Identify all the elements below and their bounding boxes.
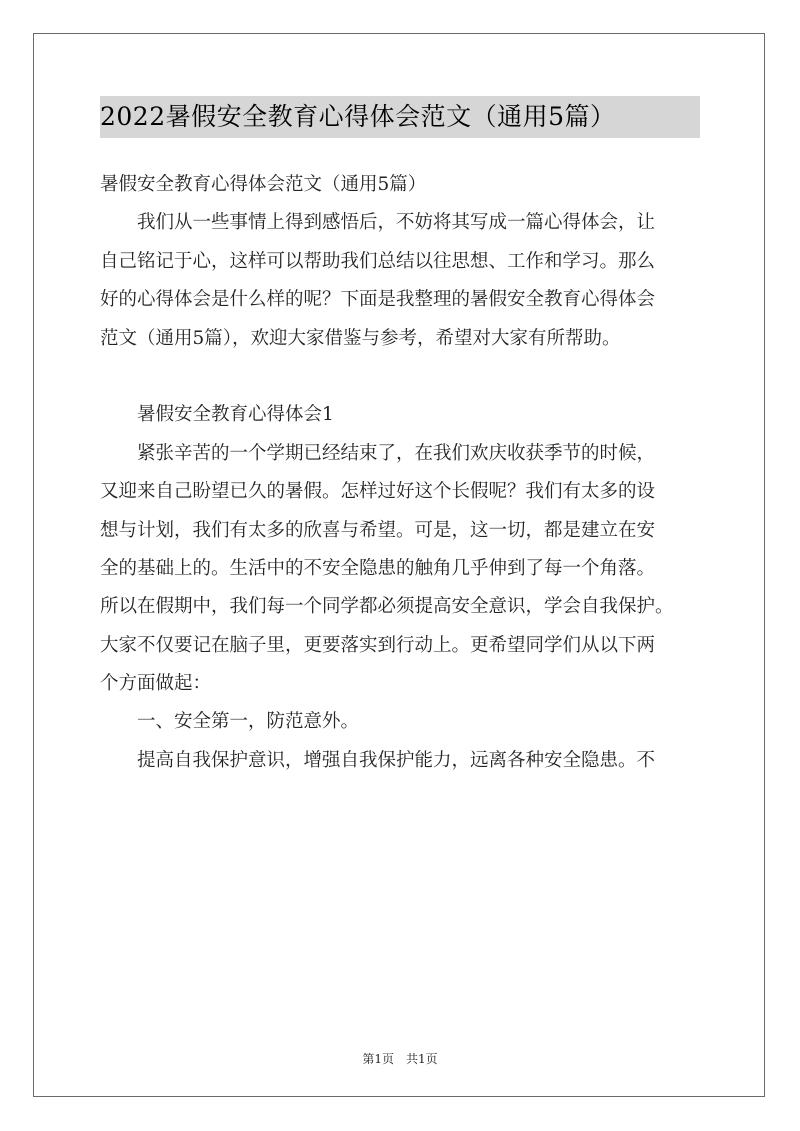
body-line: 个方面做起： — [100, 673, 212, 695]
intro-line: 自己铭记于心，这样可以帮助我们总结以往思想、工作和学习。那么 — [100, 250, 656, 272]
body-line: 又迎来自己盼望已久的暑假。怎样过好这个长假呢？我们有太多的设 — [100, 481, 656, 503]
document-title: 2022暑假安全教育心得体会范文（通用5篇） — [100, 102, 616, 131]
subtitle: 暑假安全教育心得体会范文（通用5篇） — [100, 174, 427, 195]
document-body — [100, 166, 702, 780]
body-line: 想与计划，我们有太多的欣喜与希望。可是，这一切，都是建立在安 — [100, 519, 656, 541]
page-footer: 第1页 共1页 — [362, 1052, 438, 1066]
point-line: 提高自我保护意识，增强自我保护能力，远离各种安全隐患。不 — [137, 749, 656, 771]
intro-line: 范文（通用5篇），欢迎大家借鉴与参考，希望对大家有所帮助。 — [100, 327, 621, 349]
body-line: 所以在假期中，我们每一个同学都必须提高安全意识，学会自我保护。 — [100, 596, 674, 618]
intro-line: 好的心得体会是什么样的呢？下面是我整理的暑假安全教育心得体会 — [100, 289, 656, 311]
point-heading: 一、安全第一，防范意外。 — [137, 711, 360, 733]
body-line: 全的基础上的。生活中的不安全隐患的触角几乎伸到了每一个角落。 — [100, 557, 656, 579]
section-heading: 暑假安全教育心得体会1 — [137, 404, 334, 426]
blank-line — [100, 358, 702, 396]
intro-line: 我们从一些事情上得到感悟后，不妨将其写成一篇心得体会，让 — [137, 212, 656, 234]
body-line: 大家不仅要记在脑子里，更要落实到行动上。更希望同学们从以下两 — [100, 634, 656, 656]
body-line: 紧张辛苦的一个学期已经结束了，在我们欢庆收获季节的时候， — [137, 442, 656, 464]
